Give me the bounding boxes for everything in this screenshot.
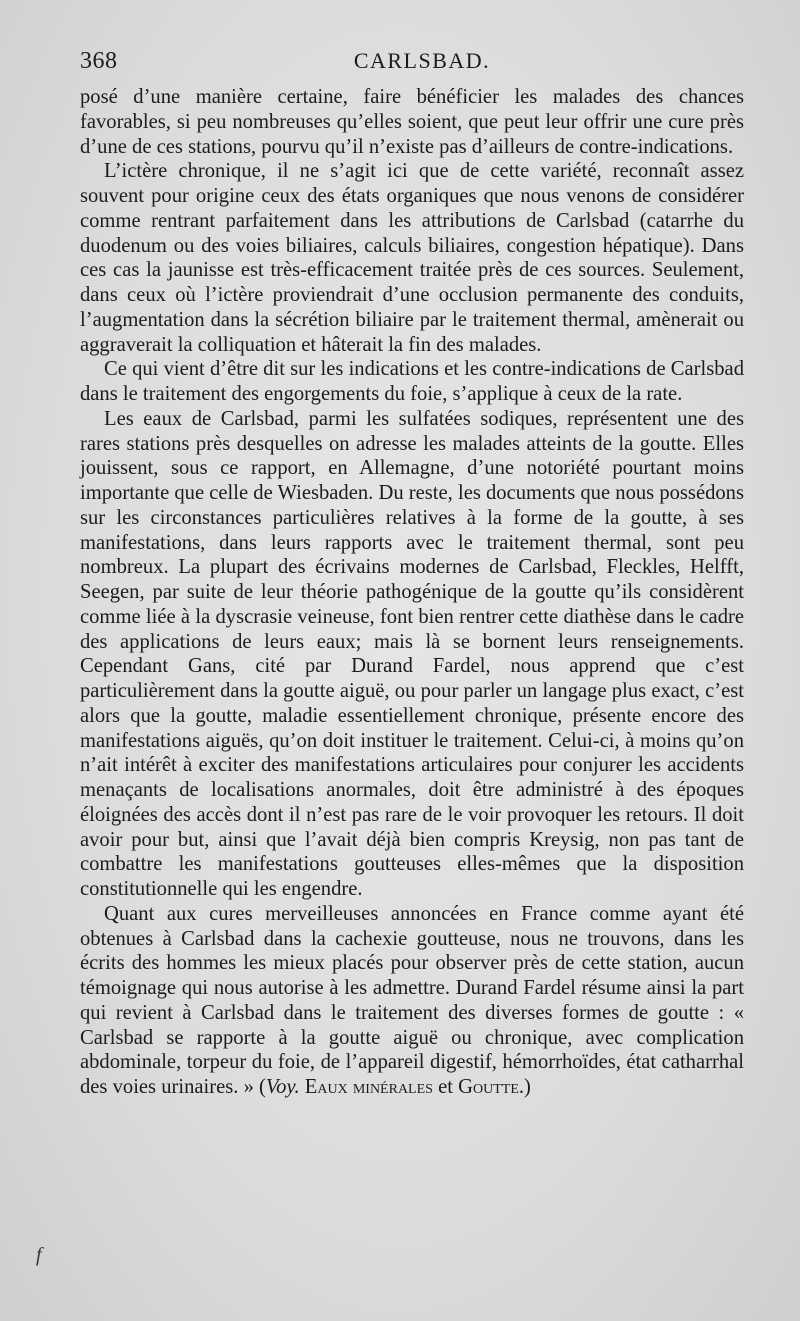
- margin-mark: f: [36, 1244, 42, 1266]
- reference-voy: Voy.: [265, 1076, 300, 1098]
- reference-et: et: [438, 1076, 453, 1098]
- reference-close: .): [518, 1076, 531, 1098]
- reference-goutte: Goutte: [458, 1076, 519, 1098]
- body-text: [80, 85, 744, 1100]
- paragraph-ictere: L’ictère chronique, il ne s’agit ici que de cette variété, reconnaît assez souvent pour origine ceux des états organiques que nous venons de considérer comme rentrant parfaitement dans les attributions de Carlsbad (catarrhe du duodenum ou des voies biliaires, calculs biliaires, congestion hépatique). Dans ces cas la jaunisse est très-efficacement traitée près de ces sources. Seulement, dans ceux où l’ictère proviendrait d’une occlusion permanente des conduits, l’augmentation dans la sécrétion biliaire par le traitement thermal, amènerait ou aggraverait la colliquation et hâterait la fin des malades.: [80, 160, 744, 356]
- paragraph-goutte: Les eaux de Carlsbad, parmi les sulfatées sodiques, représentent une des rares stations près desquelles on adresse les malades atteints de la goutte. Elles jouissent, sous ce rapport, en Allemagne, d’une notoriété pourtant moins importante que celle de Wiesbaden. Du reste, les documents que nous possédons sur les circonstances particulières relatives à la forme de la goutte, à ses manifestations, dans leurs rapports avec le traitement thermal, sont peu nombreux. La plupart des écrivains modernes de Carlsbad, Fleckles, Helfft, Seegen, par suite de leur théorie pathogénique de la goutte qu’ils considèrent comme liée à la dyscrasie veineuse, font bien rentrer cette diathèse dans le cadre des applications de leurs eaux; mais là se bornent leurs renseignements. Cependant Gans, cité par Durand Fardel, nous apprend que c’est particulièrement dans la goutte aiguë, ou pour parler un langage plus exact, c’est alors que la goutte, maladie essentiellement chronique, présente encore des manifestations aiguës, qu’on doit instituer le traitement. Celui-ci, à moins qu’on n’ait intérêt à exciter des manifestations articulaires pour conjurer les accidents menaçants de localisations anormales, doit être administré à des époques éloignées des accès dont il n’est pas rare de le voir provoquer les retours. Il doit avoir pour but, ainsi que l’avait déjà bien compris Kreysig, non pas tant de combattre les manifestations goutteuses elles-mêmes que la disposition constitutionnelle qui les engendre.: [80, 407, 744, 900]
- paragraph-rate: Ce qui vient d’être dit sur les indications et les contre-indications de Carlsbad dans le traitement des engorgements du foie, s’applique à ceux de la rate.: [80, 358, 744, 405]
- running-title: CARLSBAD.: [353, 48, 491, 73]
- paragraph-cures: [80, 902, 744, 1100]
- paragraph-cures-text: Quant aux cures merveilleuses annoncées en France comme ayant été obtenues à Carlsbad dans la cachexie goutteuse, nous ne trouvons, dans les écrits des hommes les mieux placés pour observer près de cette station, aucun témoignage qui nous autorise à les admettre. Durand Fardel résume ainsi la part qui revient à Carlsbad dans le traitement des diverses formes de goutte : « Carlsbad se rapporte à la goutte aiguë ou chronique, avec complication abdominale, torpeur du foie, de l’appareil digestif, hémorrhoïdes, état catharrhal des voies urinaires. » (: [80, 902, 744, 1098]
- paragraph-continuation: posé d’une manière certaine, faire bénéficier les malades des chances favorables, si peu nombreuses qu’elles soient, que peut leur offrir une cure près d’une de ces stations, pourvu qu’il n’existe pas d’ailleurs de contre-indications.: [80, 86, 744, 158]
- page-header: [80, 48, 744, 78]
- page-number: 368: [80, 48, 118, 74]
- reference-eaux-minerales: Eaux minérales: [304, 1076, 433, 1098]
